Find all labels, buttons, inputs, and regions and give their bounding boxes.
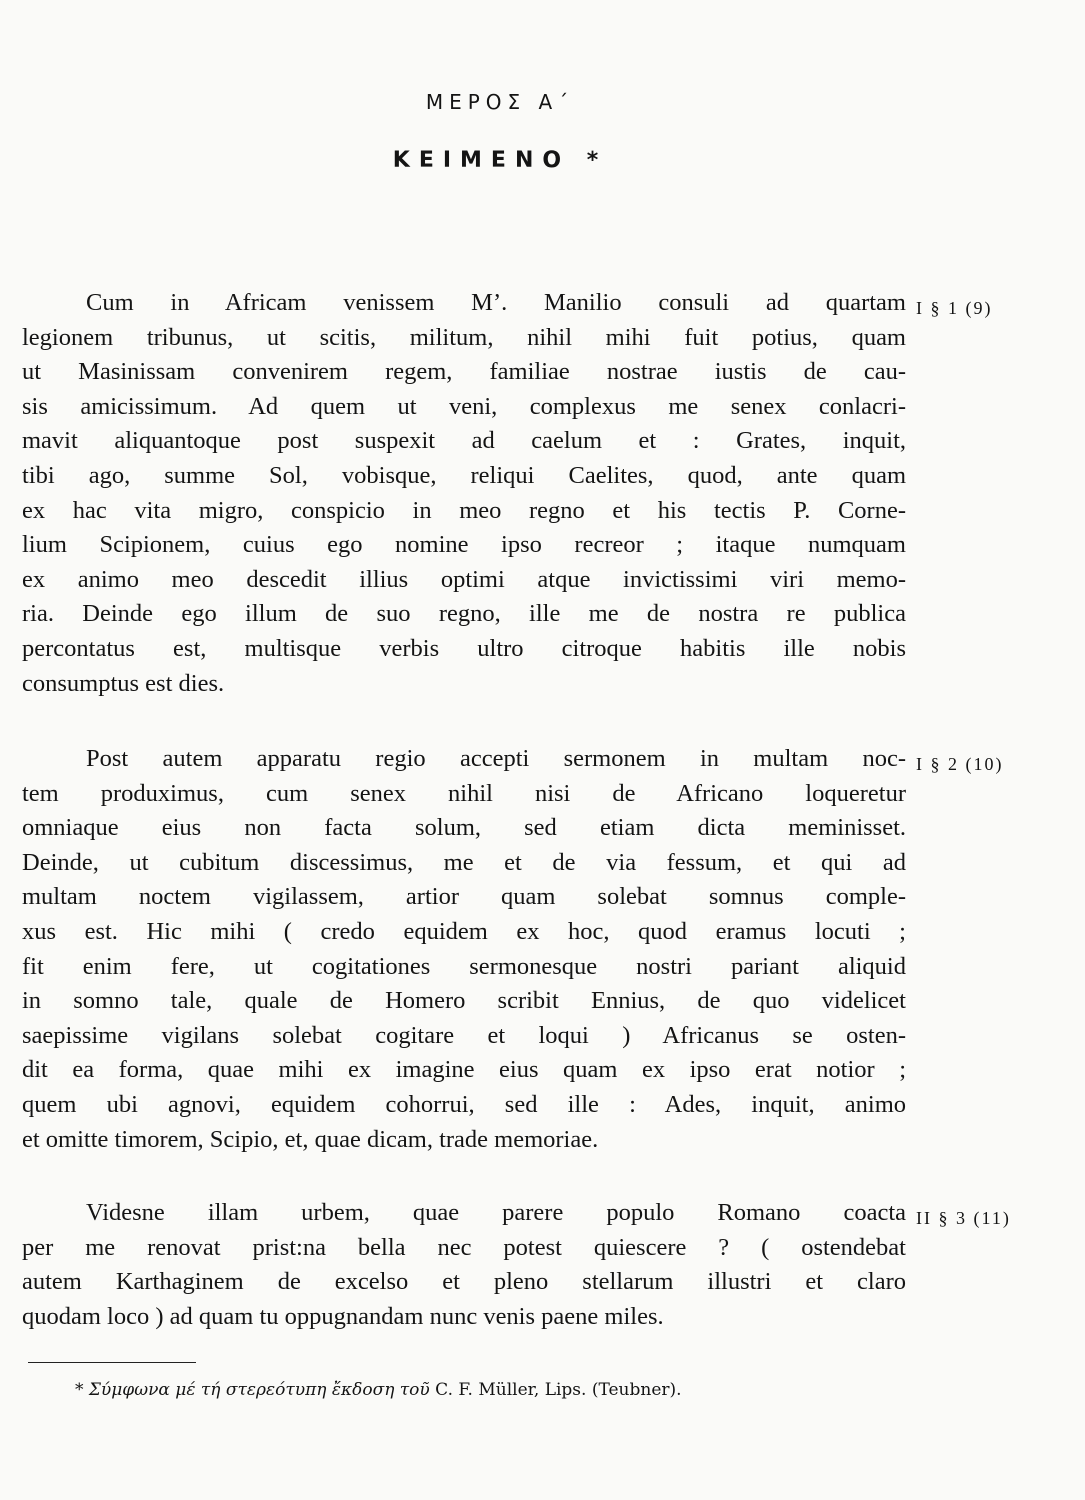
text-line: lium Scipionem, cuius ego nomine ipso recreor ; itaque numquam bbox=[22, 531, 906, 559]
margin-reference-2: I § 2 (10) bbox=[916, 754, 1004, 774]
text-line: consumptus est dies. bbox=[22, 669, 225, 697]
text-line: fit enim fere, ut cogitationes sermonesque nostri pariant aliquid bbox=[22, 952, 906, 980]
text-line: xus est. Hic mihi ( credo equidem ex hoc, quod eramus locuti ; bbox=[22, 917, 906, 945]
text-line: quem ubi agnovi, equidem cohorrui, sed ille : Ades, inquit, animo bbox=[22, 1090, 906, 1118]
section-heading: ΚΕΙΜΕΝΟ * bbox=[392, 148, 608, 173]
margin-reference-1: I § 1 (9) bbox=[916, 298, 993, 318]
paragraph-1 bbox=[22, 286, 906, 701]
text-line: legionem tribunus, ut scitis, militum, nihil mihi fuit potius, quam bbox=[22, 323, 906, 351]
part-heading: ΜΕΡΟΣ Α΄ bbox=[425, 90, 575, 114]
text-line: in somno tale, quale de Homero scribit Ennius, de quo videlicet bbox=[22, 987, 906, 1015]
text-line: ex animo meo descedit illius optimi atque invictissimi viri memo- bbox=[22, 565, 906, 593]
text-line: ut Masinissam convenirem regem, familiae nostrae iustis de cau- bbox=[22, 358, 906, 386]
paragraph-2 bbox=[22, 742, 906, 1157]
text-line: quodam loco ) ad quam tu oppugnandam nunc venis paene miles. bbox=[22, 1302, 664, 1330]
footnote bbox=[75, 1380, 682, 1400]
text-line: et omitte timorem, Scipio, et, quae dicam, trade memoriae. bbox=[22, 1125, 599, 1153]
text-line: multam noctem vigilassem, artior quam solebat somnus comple- bbox=[22, 883, 906, 911]
footnote-edition: C. F. Müller, Lips. (Teubner). bbox=[435, 1380, 682, 1400]
text-line: ex hac vita migro, conspicio in meo regno et his tectis P. Corne- bbox=[22, 496, 906, 524]
footnote-greek: * Σύμφωνα μέ τή στερεότυπη ἔκδοση τοῦ bbox=[75, 1380, 430, 1400]
text-line: ria. Deinde ego illum de suo regno, ille me de nostra re publica bbox=[22, 600, 906, 628]
text-line: percontatus est, multisque verbis ultro citroque habitis ille nobis bbox=[22, 634, 906, 662]
text-line: autem Karthaginem de excelso et pleno stellarum illustri et claro bbox=[22, 1268, 906, 1296]
text-line: saepissime vigilans solebat cogitare et loqui ) Africanus se osten- bbox=[22, 1021, 906, 1049]
text-line: Post autem apparatu regio accepti sermonem in multam noc- bbox=[86, 745, 906, 772]
text-line: tem produximus, cum senex nihil nisi de Africano loqueretur bbox=[22, 779, 906, 807]
text-line: omniaque eius non facta solum, sed etiam dicta meminisset. bbox=[22, 814, 906, 842]
text-line: tibi ago, summe Sol, vobisque, reliqui Caelites, quod, ante quam bbox=[22, 461, 906, 489]
paragraph-3 bbox=[22, 1196, 906, 1334]
margin-reference-3: II § 3 (11) bbox=[916, 1208, 1011, 1228]
text-line: per me renovat prist:na bella nec potest quiescere ? ( ostendebat bbox=[22, 1233, 906, 1261]
text-line: mavit aliquantoque post suspexit ad caelum et : Grates, inquit, bbox=[22, 427, 906, 455]
text-line: sis amicissimum. Ad quem ut veni, complexus me senex conlacri- bbox=[22, 392, 906, 420]
text-line: Deinde, ut cubitum discessimus, me et de via fessum, et qui ad bbox=[22, 848, 906, 876]
footnote-rule bbox=[28, 1362, 196, 1363]
text-line: Cum in Africam venissem M’. Manilio consuli ad quartam bbox=[86, 289, 906, 316]
text-line: Videsne illam urbem, quae parere populo Romano coacta bbox=[86, 1199, 906, 1226]
text-line: dit ea forma, quae mihi ex imagine eius quam ex ipso erat notior ; bbox=[22, 1056, 906, 1084]
